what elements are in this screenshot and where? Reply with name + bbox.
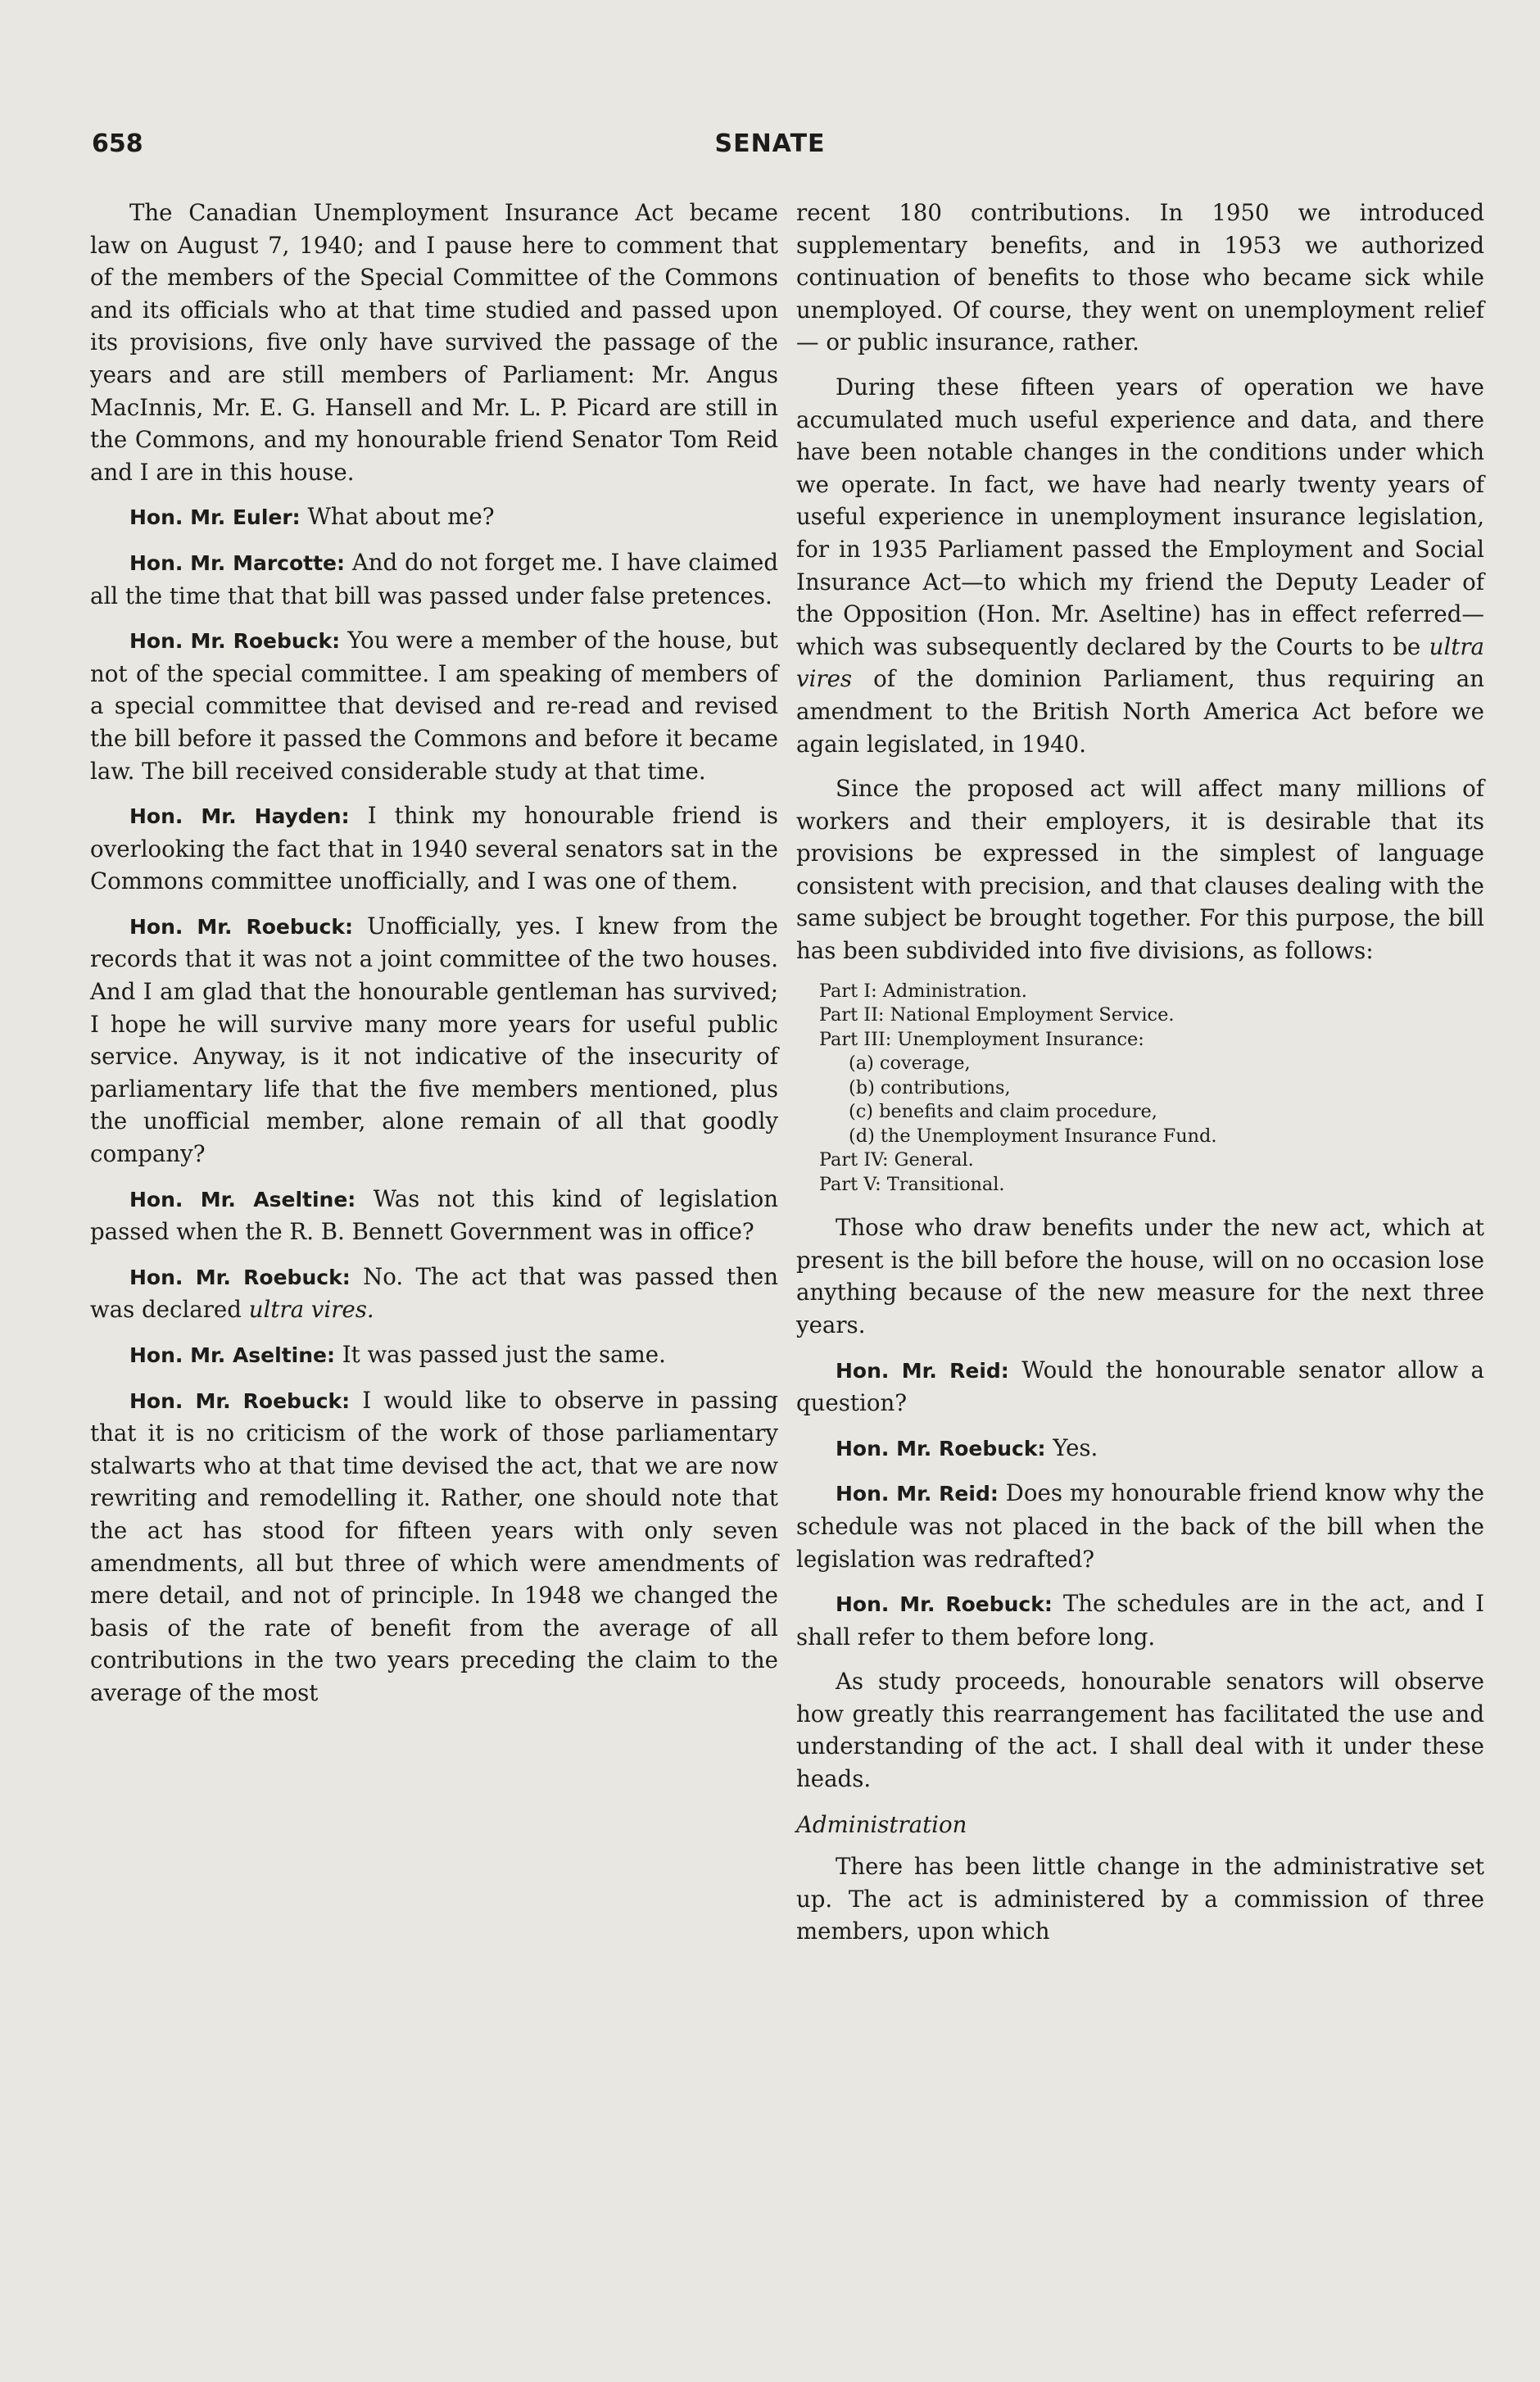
paragraph: Hon. Mr. Roebuck: You were a member of the house, but not of the special committee. I am speaking of members of a special committee that devised and re-read and revised the bill before it passed the Commons and before it became law. The bill received considerable study at that time. [90,627,779,785]
page-number: 658 [92,129,143,158]
paragraph: The Canadian Unemployment Insurance Act became law on August 7, 1940; and I pause here to comment that of the members of the Special Committee of the Commons and its officials who at that time studied and passed upon its provisions, five only have survived the passage of the years and are still members of Parliament: Mr. Angus MacInnis, Mr. E. G. Hansell and Mr. L. P. Picard are still in the Commons, and my honourable friend Senator Tom Reid and I are in this house. [90,199,778,486]
speaker-name: Hon. Mr. Roebuck: [836,1436,1046,1460]
paragraph: Hon. Mr. Roebuck: Yes. [836,1433,1098,1461]
speaker-name: Hon. Mr. Roebuck: [129,1265,351,1289]
list-item: (d) the Unemployment Insurance Fund. [849,1125,1217,1147]
paragraph: Those who draw benefits under the new act, which at present is the bill before the house, will on no occasion lose anything because of the new measure for the next three years. [796,1214,1484,1338]
speaker-name: Hon. Mr. Reid: [836,1358,1009,1383]
speaker-name: Hon. Mr. Roebuck: [129,1388,351,1413]
section-heading: Administration [796,1810,967,1838]
paragraph: Hon. Mr. Reid: Would the honourable senator allow a question? [796,1356,1484,1417]
list-item: Part V: Transitional. [819,1173,1005,1195]
left-column [90,197,778,1722]
list-item: Part III: Unemployment Insurance: [819,1028,1144,1050]
list-item: Part II: National Employment Service. [819,1004,1175,1026]
speaker-name: Hon. Mr. Marcotte: [129,550,346,575]
list-item: Part IV: General. [819,1149,974,1171]
paragraph: As study proceeds, honourable senators will observe how greatly this rearrangement has facilitated the use and understanding of the act. I shall deal with it under these heads. [796,1668,1484,1793]
paragraph: Hon. Mr. Aseltine: It was passed just the same. [129,1341,666,1368]
paragraph: Hon. Mr. Aseltine: Was not this kind of legislation passed when the R. B. Bennett Government was in office? [90,1184,778,1246]
speaker-name: Hon. Mr. Reid: [836,1482,999,1506]
speaker-name: Hon. Mr. Hayden: [129,804,350,829]
paragraph: Hon. Mr. Hayden: I think my honourable friend is overlooking the fact that in 1940 several senators sat in the Commons committee unofficially, and I was one of them. [90,802,778,895]
speaker-name: Hon. Mr. Aseltine: [129,1343,335,1367]
paragraph: There has been little change in the administrative set up. The act is administered by a commission of three members, upon which [796,1853,1484,1945]
paragraph: Hon. Mr. Roebuck: Unofficially, yes. I knew from the records that it was not a joint committee of the two houses. And I am glad that the honourable gentleman has survived; I hope he will survive many more years for useful public service. Anyway, is it not indicative of the insecurity of parliamentary life that the five members mentioned, plus the unofficial member, alone remain of all that goodly company? [90,912,778,1168]
speaker-name: Hon. Mr. Roebuck: [129,629,341,654]
paragraph: Since the proposed act will affect many millions of workers and their employers, it is desirable that its provisions be expressed in the simplest of language consistent with precision, and that clauses dealing with the same subject be brought together. For this purpose, the bill has been subdivided into five divisions, as follows: [796,775,1484,965]
list-item: (c) benefits and claim procedure, [849,1101,1157,1123]
paragraph: Hon. Mr. Roebuck: The schedules are in the act, and I shall refer to them before long. [796,1590,1484,1651]
running-head: SENATE [714,129,826,158]
speaker-name: Hon. Mr. Roebuck: [129,914,354,939]
speaker-name: Hon. Mr. Aseltine: [129,1187,356,1211]
paragraph: Hon. Mr. Reid: Does my honourable friend know why the schedule was not placed in the back of the bill when the legislation was redrafted? [796,1479,1485,1573]
divisions-list [819,980,1484,1198]
paragraph: Hon. Mr. Roebuck: No. The act that was passed then was declared ultra vires. [90,1262,778,1324]
paragraph: Hon. Mr. Roebuck: I would like to observe in passing that it is no criticism of the work of those parliamentary stalwarts who at that time devised the act, that we are now rewriting and remodelling it. Rather, one should note that the act has stood for fifteen years with only seven amendments, all but three of which were amendments of mere detail, and not of principle. In 1948 we changed the basis of the rate of benefit from the average of all contributions in the two years preceding the claim to the average of the most [90,1386,778,1706]
paragraph: During these fifteen years of operation we have accumulated much useful experience and data, and there have been notable changes in the conditions under which we operate. In fact, we have had nearly twenty years of useful experience in unemployment insurance legislation, for in 1935 Parliament passed the Employment and Social Insurance Act—to which my friend the Deputy Leader of the Opposition (Hon. Mr. Aseltine) has in effect referred—which was subsequently declared by the Courts to be ultra vires of the dominion Parliament, thus requiring an amendment to the British North America Act before we again legislated, in 1940. [796,373,1484,758]
paragraph: Hon. Mr. Euler: What about me? [129,503,495,531]
paragraph: recent 180 contributions. In 1950 we introduced supplementary benefits, and in 1953 we authorized continuation of benefits to those who became sick while unemployed. Of course, they went on unemployment relief— or public insurance, rather. [796,199,1484,356]
speaker-name: Hon. Mr. Euler: [129,505,301,530]
list-item: (b) contributions, [849,1076,1011,1098]
list-item: Part I: Administration. [819,980,1027,1002]
speaker-name: Hon. Mr. Roebuck: [836,1592,1053,1617]
right-column [796,197,1484,1960]
paragraph: Hon. Mr. Marcotte: And do not forget me. I have claimed all the time that that bill was passed under false pretences. [90,548,778,609]
list-item: (a) coverage, [849,1053,971,1075]
